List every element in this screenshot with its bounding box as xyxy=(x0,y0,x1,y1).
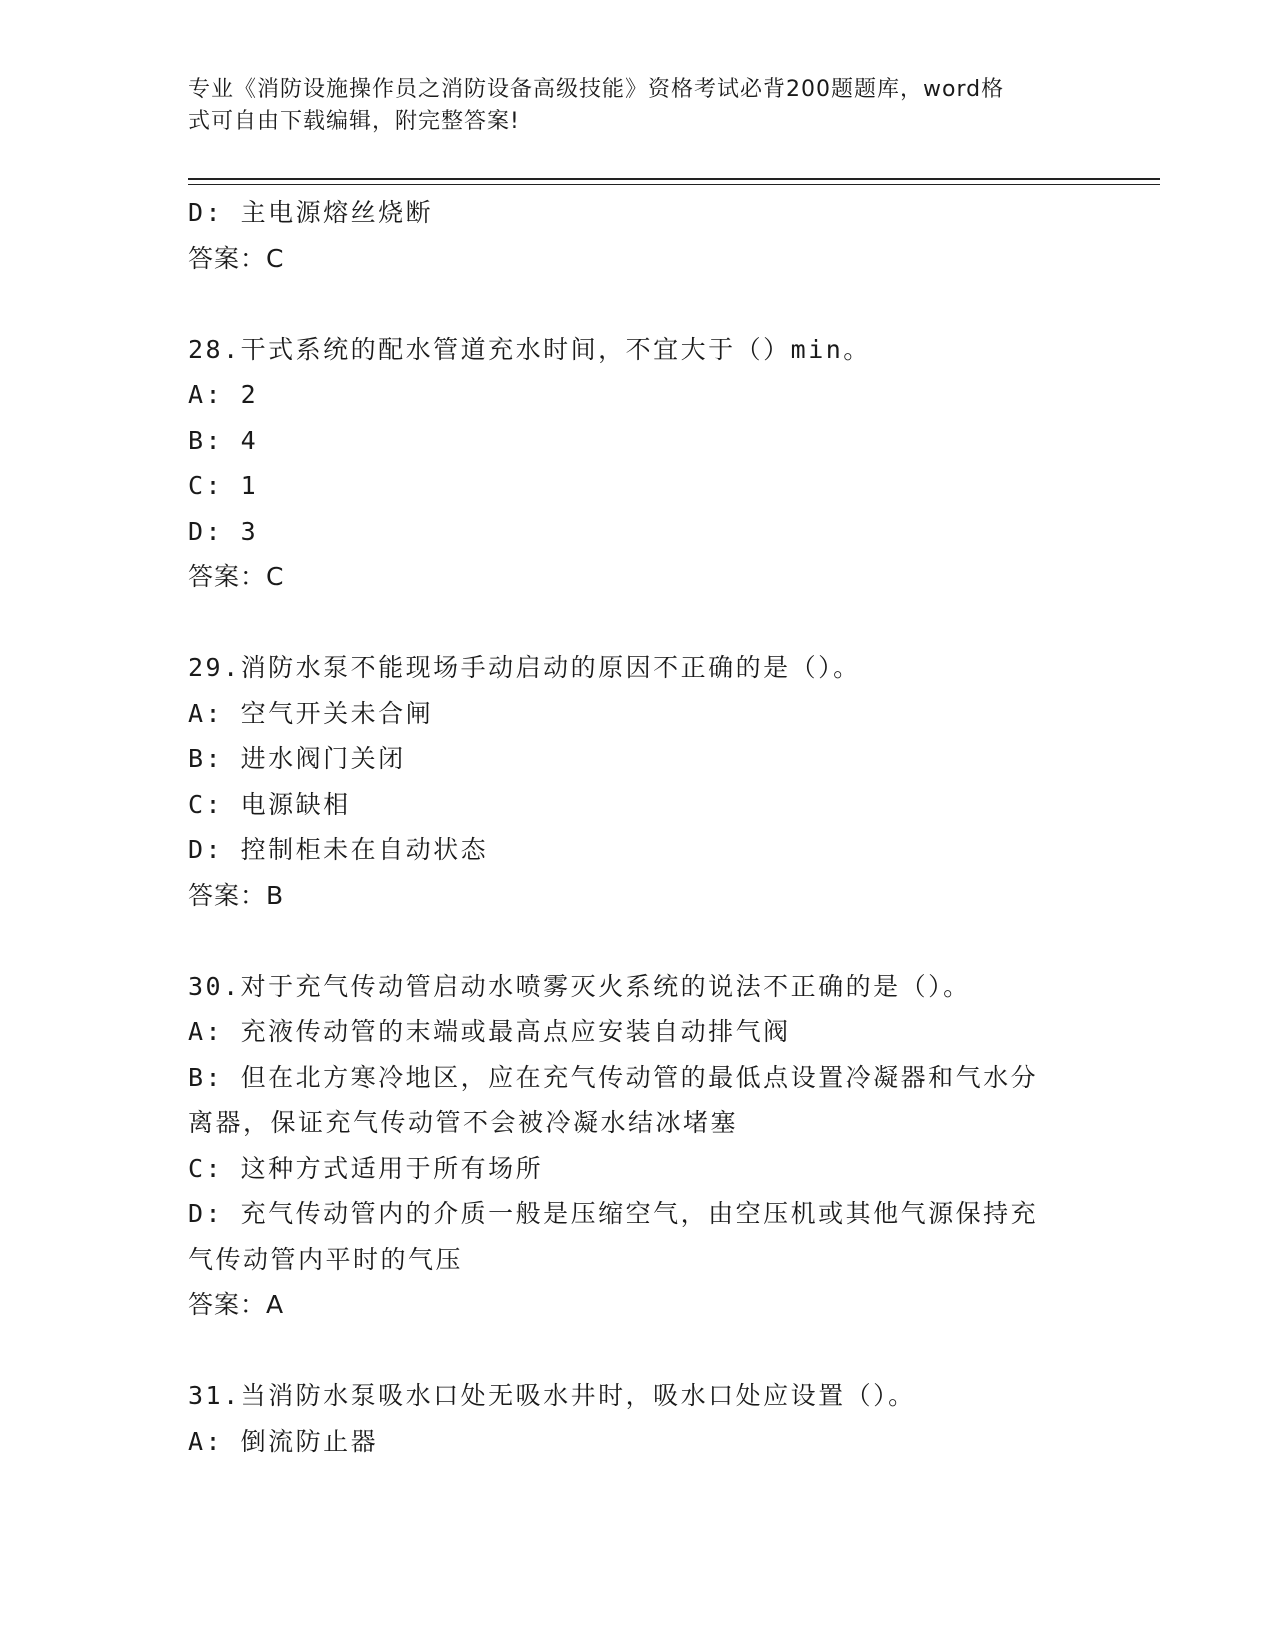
option-b: B: 但在北方寒冷地区，应在充气传动管的最低点设置冷凝器和气水分 xyxy=(188,1062,1039,1092)
option-b-continued: 离器，保证充气传动管不会被冷凝水结冰堵塞 xyxy=(188,1108,739,1137)
question-stem: 28.干式系统的配水管道充水时间，不宜大于（）min。 xyxy=(188,334,871,364)
question-stem: 29.消防水泵不能现场手动启动的原因不正确的是（）。 xyxy=(188,653,861,682)
option-d: D: 3 xyxy=(188,516,259,546)
option-d: D: 充气传动管内的介质一般是压缩空气，由空压机或其他气源保持充 xyxy=(188,1199,1039,1228)
option-d-continued: 气传动管内平时的气压 xyxy=(188,1244,464,1274)
answer: 答案：C xyxy=(188,562,285,591)
option-b: B: 4 xyxy=(188,425,259,455)
header-line-2: 式可自由下载编辑，附完整答案! xyxy=(188,109,520,134)
option-a: A: 空气开关未合闸 xyxy=(188,698,434,728)
header-divider xyxy=(188,178,1160,180)
option-c: C: 电源缺相 xyxy=(188,789,351,819)
option-d: D: 控制柜未在自动状态 xyxy=(188,835,489,864)
option-b: B: 进水阀门关闭 xyxy=(188,744,406,773)
option-c: C: 1 xyxy=(188,471,259,500)
prev-answer: 答案：C xyxy=(188,243,285,273)
prev-option-d: D: 主电源熔丝烧断 xyxy=(188,198,434,227)
question-list xyxy=(188,190,1088,1464)
header-divider-thin xyxy=(188,184,1160,185)
header-line-1: 专业《消防设施操作员之消防设备高级技能》资格考试必背200题题库，word格 xyxy=(188,77,1005,102)
question-29 xyxy=(188,645,1088,918)
option-a: A: 2 xyxy=(188,380,259,409)
option-a: A: 倒流防止器 xyxy=(188,1426,379,1456)
question-30 xyxy=(188,964,1088,1328)
question-31 xyxy=(188,1373,1088,1464)
answer: 答案：B xyxy=(188,880,285,910)
answer: 答案：A xyxy=(188,1290,285,1319)
option-c: C: 这种方式适用于所有场所 xyxy=(188,1153,544,1183)
question-28 xyxy=(188,327,1088,600)
question-stem: 30.对于充气传动管启动水喷雾灭火系统的说法不正确的是（）。 xyxy=(188,971,971,1001)
option-a: A: 充液传动管的末端或最高点应安装自动排气阀 xyxy=(188,1017,791,1046)
question-stem: 31.当消防水泵吸水口处无吸水井时，吸水口处应设置（）。 xyxy=(188,1381,916,1410)
document-header xyxy=(188,74,1068,138)
